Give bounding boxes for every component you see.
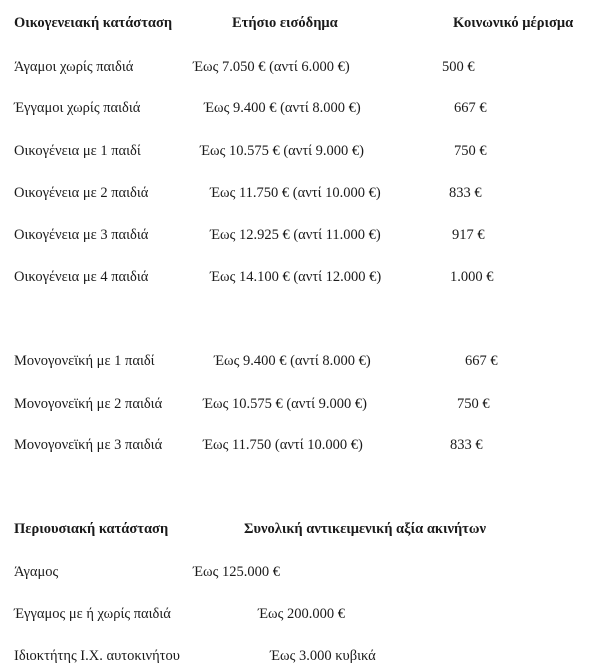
single-parent-row-1-dividend: 667 € bbox=[465, 353, 498, 369]
property-row-1-value: Έως 125.000 € bbox=[193, 564, 280, 580]
header-social-dividend: Κοινωνικό μέρισμα bbox=[453, 15, 574, 31]
family-row-1-dividend: 500 € bbox=[442, 59, 475, 75]
family-row-2-income: Έως 9.400 € (αντί 8.000 €) bbox=[204, 100, 361, 116]
family-row-1-income: Έως 7.050 € (αντί 6.000 €) bbox=[193, 59, 350, 75]
family-row-1-status: Άγαμοι χωρίς παιδιά bbox=[14, 59, 134, 75]
single-parent-row-1-status: Μονογονεϊκή με 1 παιδί bbox=[14, 353, 155, 369]
property-row-2-status: Έγγαμος με ή χωρίς παιδιά bbox=[14, 606, 171, 622]
family-row-4-dividend: 833 € bbox=[449, 185, 482, 201]
single-parent-row-1-income: Έως 9.400 € (αντί 8.000 €) bbox=[214, 353, 371, 369]
header-annual-income: Ετήσιο εισόδημα bbox=[232, 15, 338, 31]
header-family-status: Οικογενειακή κατάσταση bbox=[14, 15, 173, 31]
family-row-3-income: Έως 10.575 € (αντί 9.000 €) bbox=[200, 143, 365, 159]
family-row-2-dividend: 667 € bbox=[454, 100, 487, 116]
single-parent-row-3-status: Μονογονεϊκή με 3 παιδιά bbox=[14, 437, 163, 453]
single-parent-row-3-income: Έως 11.750 (αντί 10.000 €) bbox=[203, 437, 363, 453]
header-property-status: Περιουσιακή κατάσταση bbox=[14, 521, 169, 537]
family-row-6-status: Οικογένεια με 4 παιδιά bbox=[14, 269, 149, 285]
family-row-4-income: Έως 11.750 € (αντί 10.000 €) bbox=[210, 185, 381, 201]
property-row-2-value: Έως 200.000 € bbox=[258, 606, 345, 622]
header-property-value: Συνολική αντικειμενική αξία ακινήτων bbox=[244, 521, 486, 537]
family-row-6-dividend: 1.000 € bbox=[450, 269, 494, 285]
family-row-5-income: Έως 12.925 € (αντί 11.000 €) bbox=[210, 227, 381, 243]
single-parent-row-2-status: Μονογονεϊκή με 2 παιδιά bbox=[14, 396, 163, 412]
property-row-1-status: Άγαμος bbox=[14, 564, 59, 580]
family-row-5-status: Οικογένεια με 3 παιδιά bbox=[14, 227, 149, 243]
family-row-3-dividend: 750 € bbox=[454, 143, 487, 159]
family-row-2-status: Έγγαμοι χωρίς παιδιά bbox=[14, 100, 141, 116]
family-row-3-status: Οικογένεια με 1 παιδί bbox=[14, 143, 141, 159]
single-parent-row-2-income: Έως 10.575 € (αντί 9.000 €) bbox=[203, 396, 368, 412]
property-row-3-status: Ιδιοκτήτης Ι.Χ. αυτοκινήτου bbox=[14, 648, 180, 664]
family-row-4-status: Οικογένεια με 2 παιδιά bbox=[14, 185, 149, 201]
property-row-3-value: Έως 3.000 κυβικά bbox=[270, 648, 376, 664]
single-parent-row-2-dividend: 750 € bbox=[457, 396, 490, 412]
single-parent-row-3-dividend: 833 € bbox=[450, 437, 483, 453]
family-row-5-dividend: 917 € bbox=[452, 227, 485, 243]
family-row-6-income: Έως 14.100 € (αντί 12.000 €) bbox=[210, 269, 382, 285]
